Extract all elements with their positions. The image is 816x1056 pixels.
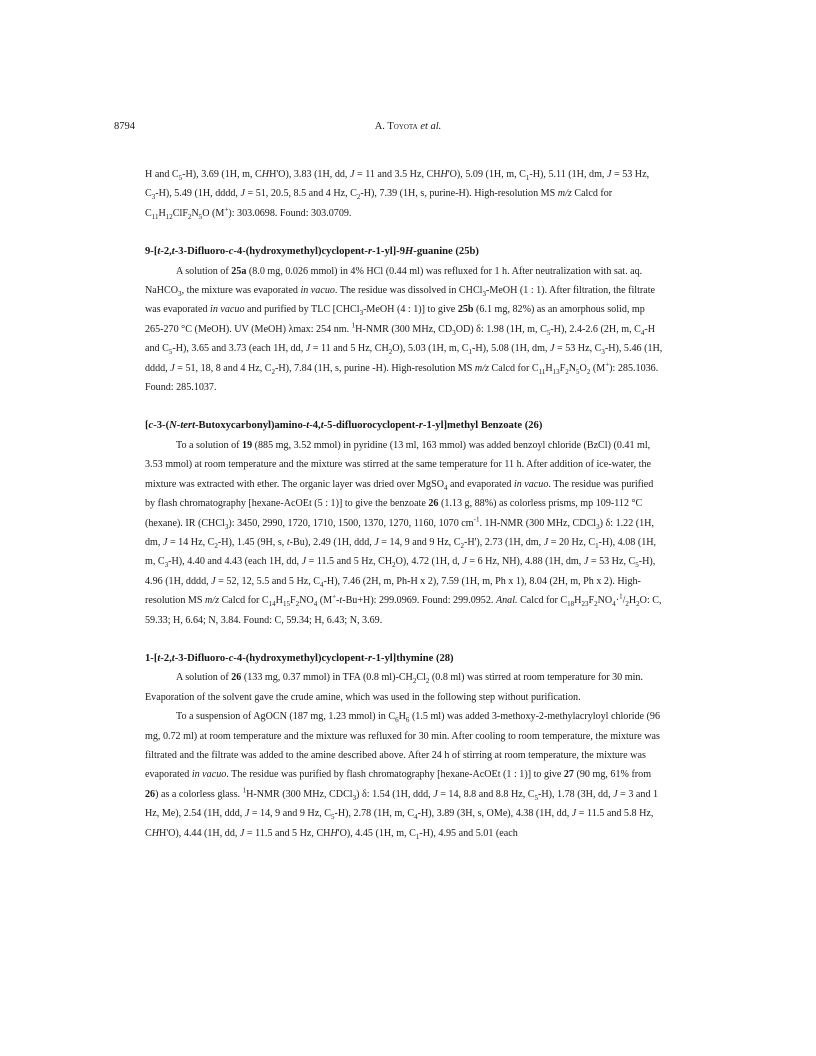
running-head — [0, 121, 816, 132]
section-1-paragraph-0: A solution of 25a (8.0 mg, 0.026 mmol) in 4% HCl (0.44 ml) was refluxed for 1 h. After neutralization with sat. aq. NaHCO$_3$, the mixture was evaporated in vacuo. The residue was dissolved in CHCl$_3$-MeOH (1 : 1). After filtration, the filtrate was evaporated in vacuo and purified by TLC [CHCl$_3$-MeOH (4 : 1)] to give 25b (6.1 mg, 82%) as an amorphous solid, mp 265-270 °C (MeOH). UV (MeOH) λmax: 254 nm. $^1$H-NMR (300 MHz, $CD_3OD$) δ: 1.98 (1H, m, $C_5-H$), 2.4-2.6 (2H, m, $C_4-H$ and $C_5-H$), 3.65 and 3.73 (each 1H, dd, J = 11 and 5 Hz, $CH_2O$), 5.03 (1H, m, $C_1-H$), 5.08 (1H, dm, J = 53 Hz, $C_3-H$), 5.46 (1H, dddd, J = 51, 18, 8 and 4 Hz, $C_2-H$), 7.84 (1H, s, purine -H). High-resolution MS m/z Calcd for $C_{11}H_{13}F_2N_5O_2$ (M+): 285.1036. Found: 285.1037. — [145, 265, 663, 394]
section-2-paragraph-0: To a solution of 19 (885 mg, 3.52 mmol) in pyridine (13 ml, 163 mmol) was added benzoyl chloride (BzCl) (0.41 ml, 3.53 mmol) at room temperature and the mixture was stirred at the same temperature for 11 h. After addition of ice-water, the mixture was extracted with ether. The organic layer was dried over MgSO$_4$ and evaporated in vacuo. The residue was purified by flash chromatography [hexane-AcOEt (5 : 1)] to give the benzoate 26 (1.13 g, 88%) as colorless prisms, mp 109-112 °C (hexane). IR (CHCl$_3$): 3450, 2990, 1720, 1710, 1500, 1370, 1270, 1160, 1070 $cm^{-1}$. 1H-NMR (300 MHz, CDCl$_3$) δ: 1.22 (1H, dm, J = 14 Hz, $C_2-H$), 1.45 (9H, s, t-Bu), 2.49 (1H, ddd, J = 14, 9 and 9 Hz, $C_2-H'$), 2.73 (1H, dm, J = 20 Hz, $C_1-H$), 4.08 (1H, m, $C_3-H$), 4.40 and 4.43 (each 1H, dd, J = 11.5 and 5 Hz, $CH_2O$), 4.72 (1H, d, J = 6 Hz, NH), 4.88 (1H, dm, J = 53 Hz, $C_5-H$), 4.96 (1H, dddd, J = 52, 12, 5.5 and 5 Hz, $C_4-H$), 7.46 (2H, m, Ph-H x 2), 7.59 (1H, m, Ph x 1), 8.04 (2H, m, Ph x 2). High-resolution MS m/z Calcd for $C_{14}H_{15}F_2NO_4$ (M+-t-Bu+H): 299.0969. Found: 299.0952. Anal. Calcd for $C_{18}H_{23}F_2NO_4\cdot^1/_2H_2O$: C, 59.33; H, 6.64; N, 3.84. Found: C, 59.34; H, 6.43; N, 3.69. — [145, 439, 662, 626]
section-1-heading: 9-[t-2,t-3-Difluoro-c-4-(hydroxymethyl)cyclopent-r-1-yl]-9H-guanine (25b) — [145, 246, 479, 258]
section-3-paragraph-1: To a suspension of AgOCN (187 mg, 1.23 mmol) in $C_6H_6$ (1.5 ml) was added 3-methoxy-2-methylacryloyl chloride (96 mg, 0.72 ml) at room temperature and the mixture was refluxed for 30 min. After cooling to room temperature, the mixture was filtrated and the filtrate was added to the amine described above. After 24 h of stirring at room temperature, the mixture was evaporated in vacuo. The residue was purified by flash chromatography [hexane-AcOEt (1 : 1)] to give 27 (90 mg, 61% from 26) as a colorless glass. $^1$H-NMR (300 MHz, CDCl$_3$) δ: 1.54 (1H, ddd, J = 14, 8.8 and 8.8 Hz, $C_5-H$), 1.78 (3H, dd, J = 3 and 1 Hz, Me), 2.54 (1H, ddd, J = 14, 9 and 9 Hz, $C_5-H$), 2.78 (1H, m, $C_4-H$), 3.89 (3H, s, OMe), 4.38 (1H, dd, J = 11.5 and 5.8 Hz, CHH'O), 4.44 (1H, dd, J = 11.5 and 5 Hz, CHH'O), 4.45 (1H, m, $C_1-H$), 4.95 and 5.01 (each — [145, 711, 661, 841]
running-head-author: A. Toyota — [374, 121, 418, 132]
section-2-heading: [c-3-(N-tert-Butoxycarbonyl)amino-t-4,t-5-difluorocyclopent-r-1-yl]methyl Benzoate (26) — [145, 420, 543, 432]
section-3-heading: 1-[t-2,t-3-Difluoro-c-4-(hydroxymethyl)cyclopent-r-1-yl]thymine (28) — [145, 652, 454, 664]
page-number: 8794 — [114, 121, 135, 132]
running-head-et-al: et al. — [420, 121, 442, 132]
section-3-paragraph-0: A solution of 26 (133 mg, 0.37 mmol) in TFA (0.8 $ml)-CH_2Cl_2$ (0.8 ml) was stirred at room temperature for 30 min. Evaporation of the solvent gave the crude amine, which was used in the following step without purification. — [145, 672, 643, 703]
article-body — [145, 165, 665, 843]
section-0-paragraph-0: H and $C_5-H$), 3.69 (1H, m, CHH'O), 3.83 (1H, dd, J = 11 and 3.5 Hz, CHH'O), 5.09 (1H, m, $C_1-H$), 5.11 (1H, dm, J = 53 Hz, $C_3-H$), 5.49 (1H, dddd, J = 51, 20.5, 8.5 and 4 Hz, $C_2-H$), 7.39 (1H, s, purine-H). High-resolution MS m/z Calcd for $C_{11}H_{12}ClF_2N_5O$ (M+): 303.0698. Found: 303.0709. — [145, 169, 650, 221]
